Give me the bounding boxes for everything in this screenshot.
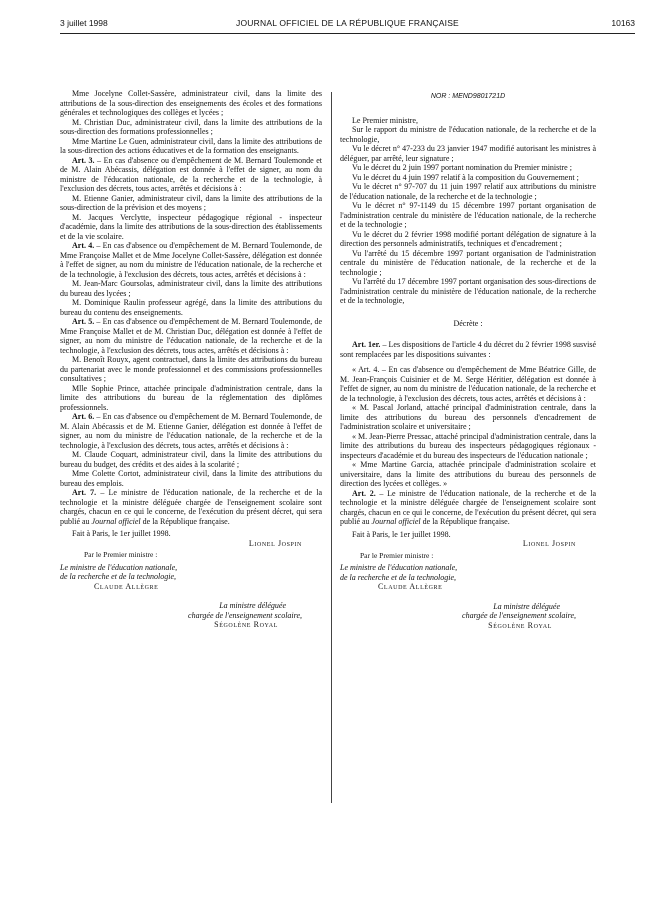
signature-place-date: Fait à Paris, le 1er juillet 1998. [352,529,451,539]
decrete-heading: Décrète : [453,318,483,328]
signature-prime-minister: Lionel Jospin [522,539,576,548]
paragraph: Vu le décret n° 97-707 du 11 juin 1997 relatif aux attributions du ministre de l'éducation nationale, de la recherche et de la technologie ; [340,182,596,201]
paragraph: M. Christian Duc, administrateur civil, dans la limite des attributions de la sous-direction des formations professionnelles ; [60,117,322,136]
paragraph: M. Benoît Rouyx, agent contractuel, dans la limite des attributions du bureau du partenariat avec le monde professionnel et des commissions professionnelles consultatives ; [60,355,322,383]
signature-minister-title: Le ministre de l'éducation nationale, [340,563,458,572]
article-7: Art. 7. – Le ministre de l'éducation nationale, de la recherche et de la technologie et la ministre déléguée chargée de l'enseignement scolaire sont chargés, chacun en ce qui le concerne, de l'exécution du présent décret, qui sera publié au Journal officiel de la République française. [60,488,322,526]
signature-delegate-title: La ministre déléguée [219,601,286,610]
paragraph: Vu le décret du 2 février 1998 modifié portant délégation de signature à la direction des personnels administratifs, techniques et d'encadrement ; [340,229,596,248]
article-6: Art. 6. – En cas d'absence ou d'empêchement de M. Bernard Toulemonde, de M. Alain Abécassis et de M. Etienne Ganier, délégation est donnée à l'effet de signer, au nom du ministre de l'éducation nationale, de la recherche et de la technologie, à l'exclusion des décrets, tous actes, arrêtés et décisions à : [60,412,323,450]
signature-delegate: Ségolène Royal [214,620,278,629]
paragraph: M. Jacques Verclytte, inspecteur pédagogique régional - inspecteur d'académie, dans la limite des attributions de la sous-direction des établissements et de la vie scolaire. [60,212,322,241]
signature-delegate-title: chargée de l'enseignement scolaire, [188,610,302,620]
paragraph: Vu le décret du 4 juin 1997 relatif à la composition du Gouvernement ; [352,172,579,182]
signature-delegate-title: La ministre déléguée [493,601,560,611]
paragraph: Mme Colette Cortot, administrateur civil, dans la limite des attributions du bureau des emplois. [60,469,322,488]
article-label: Art. 5. [72,317,95,326]
quoted-paragraph: « Mme Martine Garcia, attachée principale d'administration scolaire et universitaire, dans la limite des attributions du bureau des personnels de direction des lycées et collèges. » [340,460,596,488]
paragraph: Vu l'arrêté du 17 décembre 1997 portant organisation des sous-directions de l'administration centrale du ministère de l'éducation nationale, de la recherche et de la technologie, [340,277,596,305]
article-label: Art. 2. [352,488,376,498]
signature-delegate: Ségolène Royal [488,620,552,630]
paragraph: Mme Jocelyne Collet-Sassère, administrateur civil, dans la limite des attributions de la sous-direction des enseignements des écoles et des formations générales et technologiques des collèges et lycées ; [60,89,322,117]
article-label: Art. 1er. [352,340,381,349]
signature-par: Par le Premier ministre : [84,550,158,559]
signature-minister: Claude Allègre [378,582,443,591]
paragraph: Vu le décret n° 47-233 du 23 janvier 1947 modifié autorisant les ministres à déléguer, par arrêté, leur signature ; [340,144,596,163]
header-journal-title: JOURNAL OFFICIEL DE LA RÉPUBLIQUE FRANÇAISE [236,18,459,28]
header-page-number: 10163 [611,18,635,28]
article-1: Art. 1er. – Les dispositions de l'article 4 du décret du 2 février 1998 susvisé sont remplacées par les dispositions suivantes : [340,340,597,359]
header-rule [60,33,635,34]
column-divider [331,92,332,803]
signature-minister-title: de la recherche et de la technologie, [340,572,457,582]
right-column [340,92,596,630]
article-4: Art. 4. – En cas d'absence ou d'empêchement de M. Bernard Toulemonde, de Mme Françoise Mallet et de Mme Jocelyne Collet-Sassère, délégation est donnée à l'effet de signer, au nom du ministre de l'éducation nationale, de la recherche et de la technologie, à l'exclusion des décrets, tous actes, arrêtés et décisions à : [60,241,323,279]
article-label: Art. 3. [72,155,95,165]
article-2: Art. 2. – Le ministre de l'éducation nationale, de la recherche et de la technologie et la ministre déléguée chargée de l'enseignement scolaire sont chargés, chacun en ce qui le concerne, de l'exécution du présent décret, qui sera publié au Journal officiel de la République française. [340,488,596,526]
article-3: Art. 3. – En cas d'absence ou d'empêchement de M. Bernard Toulemonde et de M. Alain Abécassis, délégation est donnée à l'effet de signer, au nom du ministre de l'éducation nationale, de la recherche et de la technologie, à l'exclusion des décrets, tous actes, arrêtés et décisions à : [60,155,323,193]
paragraph: Vu l'arrêté du 15 décembre 1997 portant organisation de l'administration centrale du ministère de l'éducation nationale, de la recherche et de la technologie ; [340,248,596,277]
signature-prime-minister: Lionel Jospin [248,538,302,548]
paragraph: Mme Martine Le Guen, administrateur civil, dans la limite des attributions de la sous-direction des actions éducatives et de la formation des enseignants. [60,136,322,155]
article-label: Art. 6. [72,412,95,421]
paragraph: M. Etienne Ganier, administrateur civil, dans la limite des attributions de la sous-direction de la prévision et des moyens ; [60,193,322,212]
nor-reference: NOR : MEND9801721D [430,93,506,100]
quoted-paragraph: « Art. 4. – En cas d'absence ou d'empêchement de Mme Béatrice Gille, de M. Jean-François Cuisinier et de M. Serge Héritier, délégation est donnée à l'effet de signer, au nom du ministre de l'éducation nationale, de la recherche et de la technologie, à l'exclusion des décrets, tous actes, arrêtés et décisions à : [340,365,596,403]
page-header [60,18,635,32]
signature-par: Par le Premier ministre : [360,550,434,560]
paragraph: Vu le décret du 2 juin 1997 portant nomination du Premier ministre ; [352,163,572,172]
article-label: Art. 4. [72,241,95,250]
quoted-paragraph: « M. Jean-Pierre Pressac, attaché principal d'administration centrale, dans la limite des attributions du bureau des inspecteurs pédagogiques régionaux - inspecteurs d'académie et du bureau des inspecteurs de l'éducation nationale ; [340,431,596,460]
article-label: Art. 7. [72,488,97,497]
paragraph: Vu le décret n° 97-1149 du 15 décembre 1997 portant organisation de l'administration centrale du ministère de l'éducation nationale, de la recherche et de la technologie ; [340,201,596,229]
article-5: Art. 5. – En cas d'absence ou d'empêchement de M. Bernard Toulemonde, de Mme Françoise Mallet et de M. Christian Duc, délégation est donnée à l'effet de signer, au nom du ministre de l'éducation nationale, de la recherche et de la technologie, à l'exclusion des décrets, tous actes, arrêtés et décisions à : [60,317,323,355]
header-date: 3 juillet 1998 [60,18,108,28]
paragraph: M. Claude Coquart, administrateur civil, dans la limite des attributions du bureau du budget, des crédits et des aides à la scolarité ; [60,450,322,469]
signature-minister: Claude Allègre [94,581,159,591]
paragraph: Mlle Sophie Prince, attachée principale d'administration centrale, dans la limite des attributions du bureau de la réglementation des diplômes professionnels. [60,383,322,412]
signature-minister-title: de la recherche et de la technologie, [60,572,177,581]
paragraph: Le Premier ministre, [352,115,418,125]
paragraph: Sur le rapport du ministre de l'éducation nationale, de la recherche et de la technologie, [340,125,596,144]
signature-minister-title: Le ministre de l'éducation nationale, [60,562,178,572]
signature-place-date: Fait à Paris, le 1er juillet 1998. [72,529,171,538]
signature-delegate-title: chargée de l'enseignement scolaire, [462,611,576,620]
paragraph: M. Dominique Raulin professeur agrégé, dans la limite des attributions du bureau du contenu des enseignements. [60,298,322,317]
paragraph: M. Jean-Marc Goursolas, administrateur civil, dans la limite des attributions du bureau des lycées ; [60,279,322,298]
left-column [60,89,322,630]
quoted-paragraph: « M. Pascal Jorland, attaché principal d'administration centrale, dans la limite des attributions du bureau des personnels d'encadrement de l'administration scolaire et universitaire ; [340,403,596,431]
